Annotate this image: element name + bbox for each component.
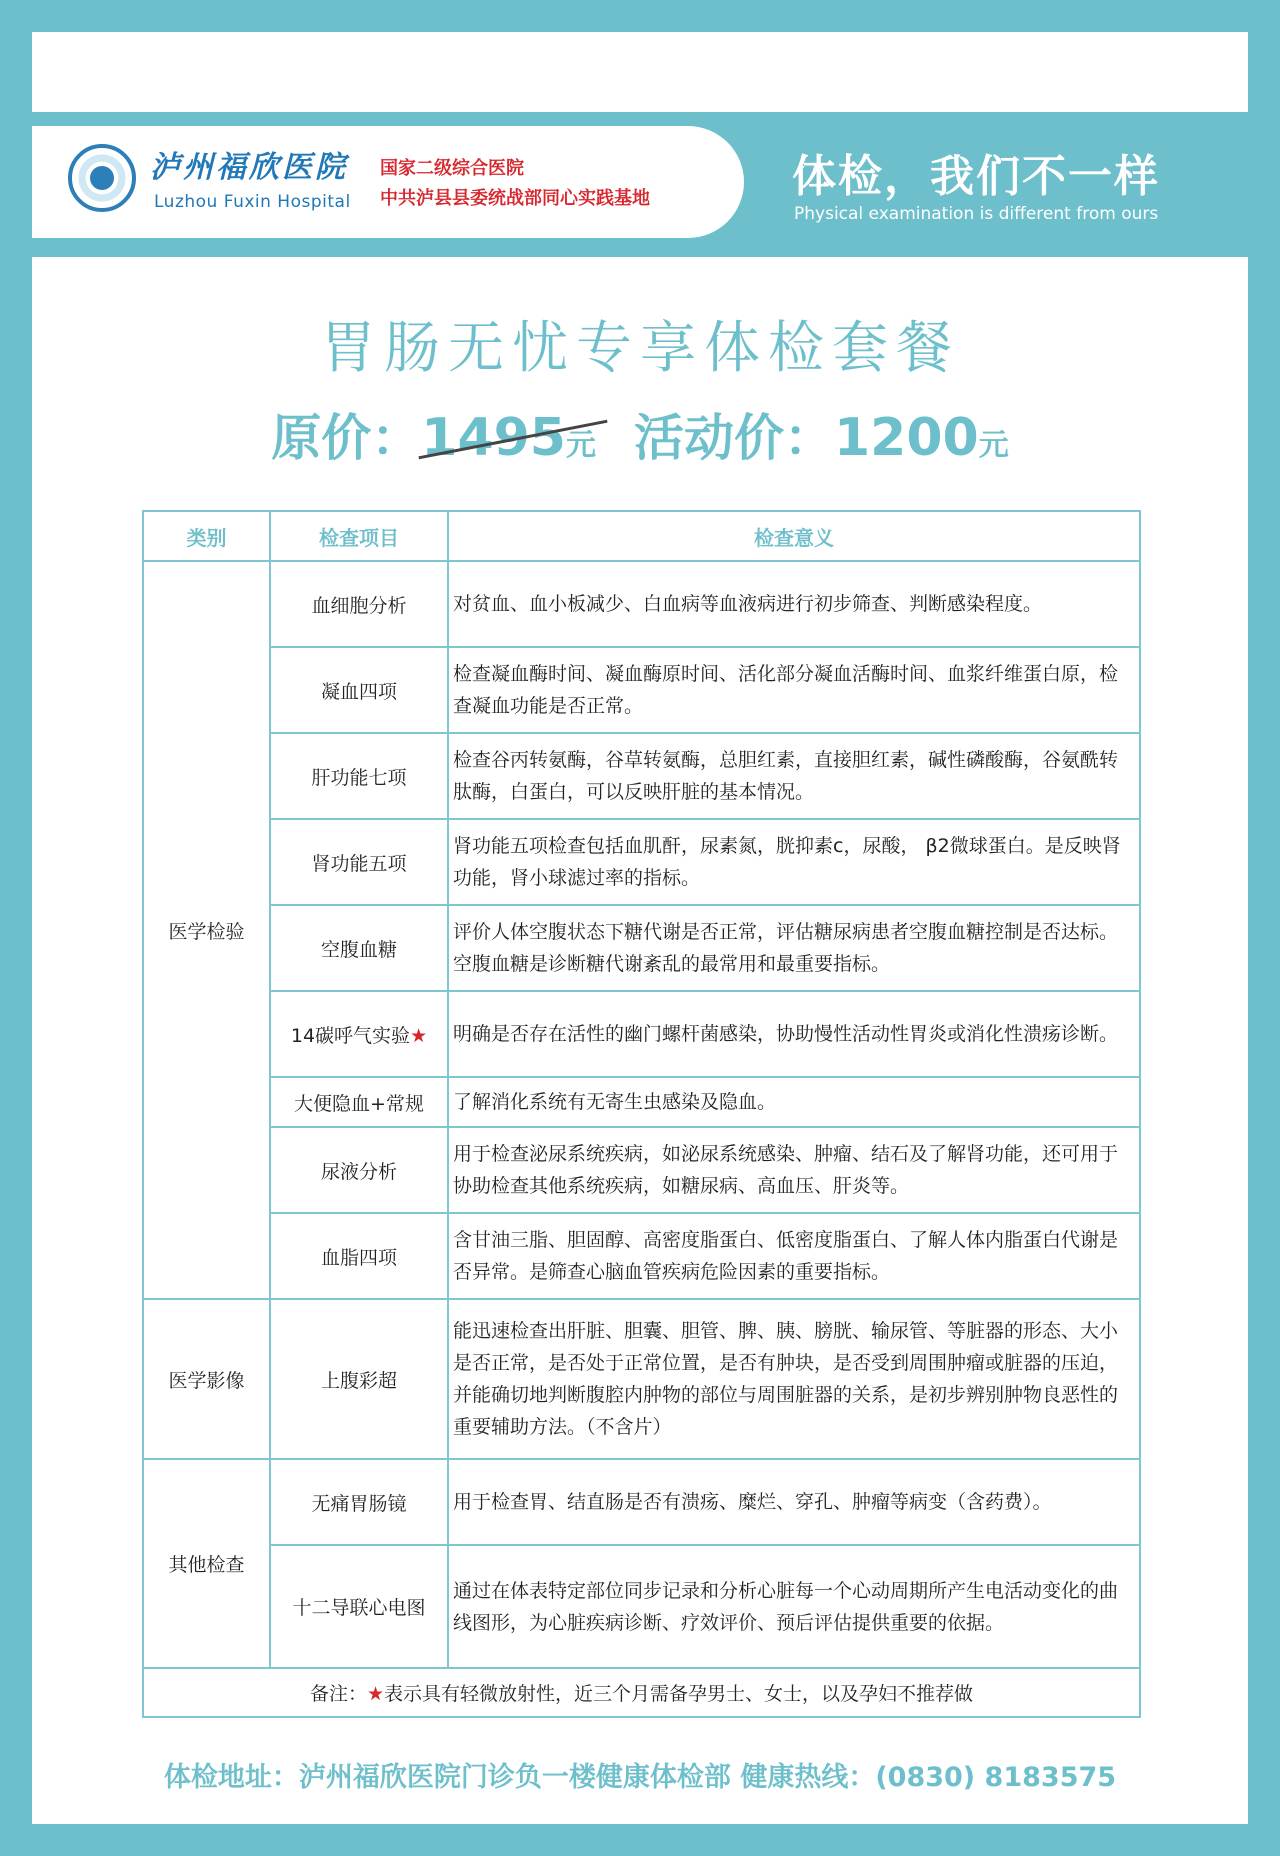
item-label: 14碳呼气实验	[290, 1024, 411, 1047]
header-banner	[32, 112, 1248, 257]
item-cell: 尿液分析	[270, 1127, 448, 1213]
category-lab: 医学检验	[143, 561, 270, 1299]
item-cell: 上腹彩超	[270, 1299, 448, 1459]
desc-cell: 检查谷丙转氨酶，谷草转氨酶，总胆红素，直接胆红素，碱性磷酸酶，谷氨酰转肽酶，白蛋白，可以反映肝脏的基本情况。	[448, 733, 1140, 819]
hospital-tagline-1: 国家二级综合医院	[380, 158, 524, 179]
note-prefix: 备注：	[309, 1683, 367, 1705]
package-title: 胃肠无忧专享体检套餐	[320, 316, 960, 381]
desc-cell: 通过在体表特定部位同步记录和分析心脏每一个心动周期所产生电活动变化的曲线图形，为心脏疾病诊断、疗效评价、预后评估提供重要的依据。	[448, 1545, 1140, 1668]
hospital-brand-panel	[32, 126, 744, 238]
original-price-value: 1495	[421, 408, 566, 468]
footer-contact: 体检地址：泸州福欣医院门诊负一楼健康体检部 健康热线：(0830) 8183575	[163, 1762, 1117, 1793]
slogan-cn: 体检，我们不一样	[792, 151, 1160, 202]
table-row	[143, 647, 1140, 733]
desc-cell: 评价人体空腹状态下糖代谢是否正常，评估糖尿病患者空腹血糖控制是否达标。空腹血糖是诊断糖代谢紊乱的最常用和最重要指标。	[448, 905, 1140, 991]
item-cell	[270, 991, 448, 1077]
desc-cell: 肾功能五项检查包括血肌酐，尿素氮，胱抑素c，尿酸， β2微球蛋白。是反映肾功能，肾小球滤过率的指标。	[448, 819, 1140, 905]
table-row	[143, 1127, 1140, 1213]
category-other: 其他检查	[143, 1459, 270, 1668]
sale-price-value: 1200	[834, 408, 979, 468]
radiation-star-icon: ★	[410, 1024, 428, 1047]
table-row	[143, 1213, 1140, 1299]
slogan-en: Physical examination is different from ours	[794, 204, 1159, 224]
category-imaging: 医学影像	[143, 1299, 270, 1459]
hospital-tagline-2: 中共泸县县委统战部同心实践基地	[380, 188, 650, 209]
radiation-star-icon: ★	[366, 1683, 385, 1705]
header-category: 类别	[143, 511, 270, 561]
original-price-label: 原价：	[271, 409, 422, 467]
table-note-row	[143, 1668, 1140, 1717]
table-header-row	[143, 511, 1140, 561]
table-row	[143, 1545, 1140, 1668]
sale-price-unit: 元	[978, 428, 1009, 463]
desc-cell: 用于检查泌尿系统疾病，如泌尿系统感染、肿瘤、结石及了解肾功能，还可用于协助检查其他系统疾病，如糖尿病、高血压、肝炎等。	[448, 1127, 1140, 1213]
table-row	[143, 561, 1140, 647]
header-item: 检查项目	[270, 511, 448, 561]
item-cell: 血脂四项	[270, 1213, 448, 1299]
desc-cell: 用于检查胃、结直肠是否有溃疡、糜烂、穿孔、肿瘤等病变（含药费）。	[448, 1459, 1140, 1545]
package-table	[142, 510, 1141, 1718]
header-meaning: 检查意义	[448, 511, 1140, 561]
desc-cell: 对贫血、血小板减少、白血病等血液病进行初步筛查、判断感染程度。	[448, 561, 1140, 647]
desc-cell: 能迅速检查出肝脏、胆囊、胆管、脾、胰、膀胱、输尿管、等脏器的形态、大小是否正常，是否处于正常位置，是否有肿块，是否受到周围肿瘤或脏器的压迫，并能确切地判断腹腔内肿物的部位与周围脏器的关系，是初步辨别肿物良恶性的重要辅助方法。（不含片）	[448, 1299, 1140, 1459]
desc-cell: 了解消化系统有无寄生虫感染及隐血。	[448, 1077, 1140, 1127]
item-cell: 凝血四项	[270, 647, 448, 733]
desc-cell: 明确是否存在活性的幽门螺杆菌感染，协助慢性活动性胃炎或消化性溃疡诊断。	[448, 991, 1140, 1077]
table-row	[143, 905, 1140, 991]
price-line	[0, 398, 1280, 470]
item-cell: 肾功能五项	[270, 819, 448, 905]
table-row	[143, 819, 1140, 905]
table-row	[143, 1299, 1140, 1459]
item-cell: 肝功能七项	[270, 733, 448, 819]
hospital-name-cn: 泸州福欣医院	[150, 150, 348, 185]
note-text: 表示具有轻微放射性，近三个月需备孕男士、女士，以及孕妇不推荐做	[384, 1683, 974, 1705]
item-cell: 无痛胃肠镜	[270, 1459, 448, 1545]
hospital-logo-icon	[68, 144, 136, 212]
desc-cell: 含甘油三脂、胆固醇、高密度脂蛋白、低密度脂蛋白、了解人体内脂蛋白代谢是否异常。是筛查心脑血管疾病危险因素的重要指标。	[448, 1213, 1140, 1299]
hospital-name-en: Luzhou Fuxin Hospital	[154, 192, 351, 212]
original-price	[421, 408, 596, 468]
desc-cell: 检查凝血酶时间、凝血酶原时间、活化部分凝血活酶时间、血浆纤维蛋白原，检查凝血功能是否正常。	[448, 647, 1140, 733]
table-row	[143, 1077, 1140, 1127]
original-price-unit: 元	[566, 428, 596, 463]
item-cell: 血细胞分析	[270, 561, 448, 647]
item-cell: 空腹血糖	[270, 905, 448, 991]
table-row	[143, 991, 1140, 1077]
item-cell: 大便隐血+常规	[270, 1077, 448, 1127]
table-row	[143, 733, 1140, 819]
sale-price-label: 活动价：	[634, 409, 834, 467]
item-cell: 十二导联心电图	[270, 1545, 448, 1668]
table-row	[143, 1459, 1140, 1545]
table-note	[143, 1668, 1140, 1717]
